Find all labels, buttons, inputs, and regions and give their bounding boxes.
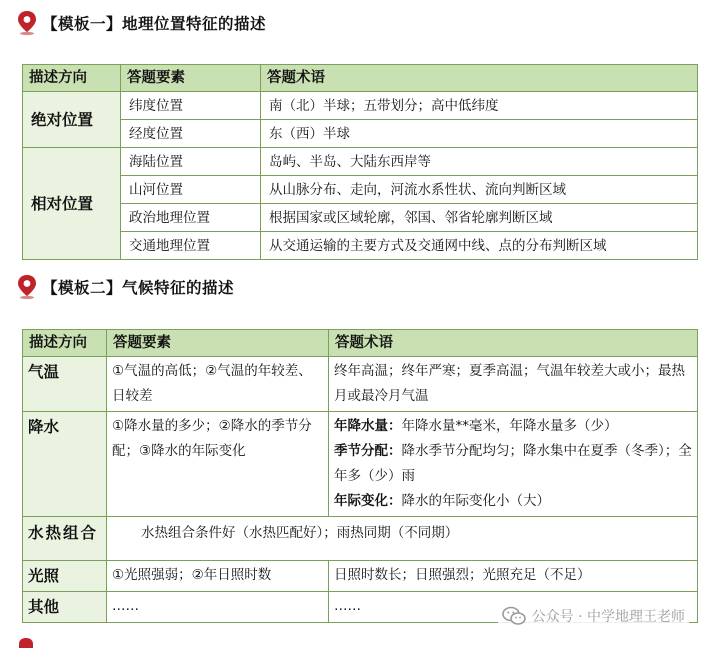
group-relative: 相对位置 — [23, 148, 121, 260]
group-absolute: 绝对位置 — [23, 92, 121, 148]
element-cell: 山河位置 — [121, 176, 261, 204]
precip-season-text: 降水季节分配均匀；降水集中在夏季（冬季）；全年多（少）雨 — [334, 443, 692, 484]
location-pin-icon — [16, 10, 38, 36]
element-cell: 经度位置 — [121, 120, 261, 148]
term-cell: 从交通运输的主要方式及交通网中线、点的分布判断区域 — [261, 232, 698, 260]
location-table — [22, 64, 698, 260]
table-header-row — [23, 330, 698, 357]
term-cell: 根据国家或区域轮廓，邻国、邻省轮廓判断区域 — [261, 204, 698, 232]
wechat-icon — [502, 606, 526, 626]
term-cell: …… — [329, 592, 698, 623]
label-other: 其他 — [23, 592, 107, 623]
watermark — [498, 604, 689, 628]
table-row-temperature — [23, 357, 698, 412]
element-cell: 交通地理位置 — [121, 232, 261, 260]
precip-season — [334, 439, 692, 489]
precip-amount-label: 年降水量： — [334, 418, 402, 434]
climate-table — [22, 329, 698, 623]
precip-annual-text: 降水的年际变化小（大） — [401, 493, 550, 509]
water-heat-cell: 水热组合条件好（水热匹配好）；雨热同期（不同期） — [107, 517, 698, 561]
header-direction: 描述方向 — [23, 65, 121, 92]
element-cell: ①降水量的多少；②降水的季节分配；③降水的年际变化 — [107, 412, 329, 517]
label-sunlight: 光照 — [23, 561, 107, 592]
term-cell — [329, 412, 698, 517]
term-cell: 从山脉分布、走向，河流水系性状、流向判断区域 — [261, 176, 698, 204]
table-row — [23, 204, 698, 232]
term-cell: 岛屿、半岛、大陆东西岸等 — [261, 148, 698, 176]
heading-2-text: 【模板二】气候特征的描述 — [42, 279, 235, 297]
label-temperature: 气温 — [23, 357, 107, 412]
term-cell: 东（西）半球 — [261, 120, 698, 148]
term-cell: 终年高温；终年严寒；夏季高温；气温年较差大或小；最热月或最冷月气温 — [329, 357, 698, 412]
section-heading-1 — [16, 10, 266, 36]
label-precipitation: 降水 — [23, 412, 107, 517]
table-row-water-heat — [23, 517, 698, 561]
table-row — [23, 232, 698, 260]
table-row — [23, 92, 698, 120]
watermark-text: 公众号 · 中学地理王老师 — [531, 609, 685, 625]
header-element: 答题要素 — [121, 65, 261, 92]
header-element: 答题要素 — [107, 330, 329, 357]
table-header-row — [23, 65, 698, 92]
heading-1-text: 【模板一】地理位置特征的描述 — [42, 15, 267, 33]
table-row — [23, 176, 698, 204]
term-cell: 南（北）半球；五带划分；高中低纬度 — [261, 92, 698, 120]
header-direction: 描述方向 — [23, 330, 107, 357]
table-row-sunlight — [23, 561, 698, 592]
precip-season-label: 季节分配： — [334, 443, 402, 459]
location-pin-icon — [16, 274, 38, 300]
element-cell: 海陆位置 — [121, 148, 261, 176]
precip-annual — [334, 489, 692, 514]
header-term: 答题术语 — [261, 65, 698, 92]
element-cell: …… — [107, 592, 329, 623]
header-term: 答题术语 — [329, 330, 698, 357]
location-pin-icon — [18, 638, 34, 648]
table-row — [23, 120, 698, 148]
precip-amount — [334, 414, 692, 439]
precip-annual-label: 年际变化： — [334, 493, 402, 509]
precip-amount-text: 年降水量**毫米，年降水量多（少） — [401, 418, 618, 434]
element-cell: 政治地理位置 — [121, 204, 261, 232]
element-cell: ①气温的高低；②气温的年较差、日较差 — [107, 357, 329, 412]
element-cell: 纬度位置 — [121, 92, 261, 120]
label-water-heat: 水热组合 — [23, 517, 107, 561]
term-cell: 日照时数长；日照强烈；光照充足（不足） — [329, 561, 698, 592]
table-row-precipitation — [23, 412, 698, 517]
element-cell: ①光照强弱；②年日照时数 — [107, 561, 329, 592]
table-row — [23, 148, 698, 176]
section-heading-2 — [16, 274, 234, 300]
